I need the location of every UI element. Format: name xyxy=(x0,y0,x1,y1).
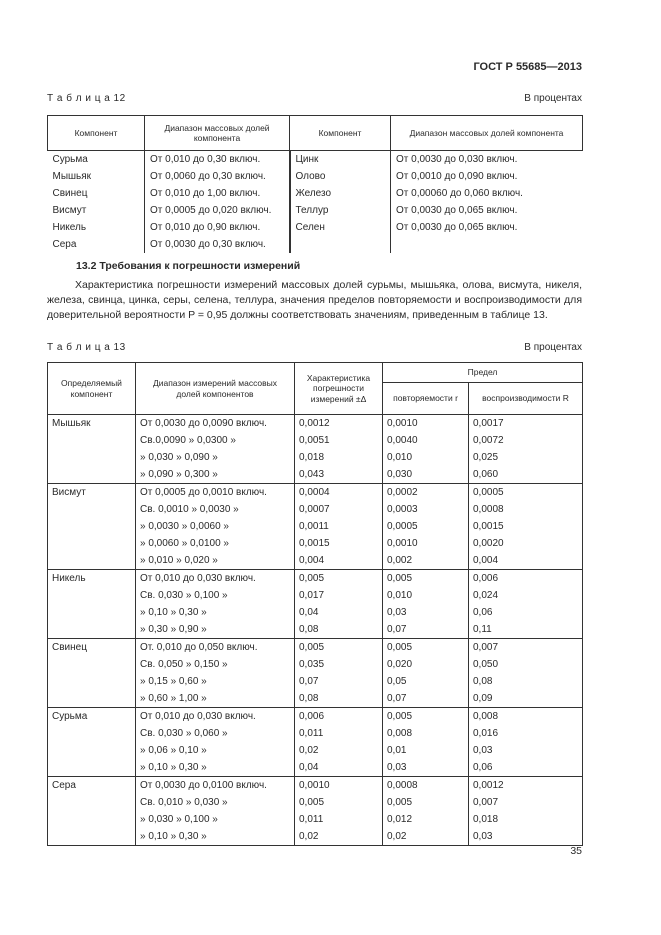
table13-repeatability: 0,05 xyxy=(383,673,469,690)
table13-reproducibility: 0,06 xyxy=(469,759,583,777)
table13-range: От 0,0030 до 0,0090 включ. xyxy=(136,415,295,433)
table13-reproducibility: 0,08 xyxy=(469,673,583,690)
table13-reproducibility: 0,025 xyxy=(469,449,583,466)
table12-component-2: Олово xyxy=(290,168,391,185)
table13-repeatability: 0,005 xyxy=(383,708,469,726)
table-row xyxy=(48,151,583,169)
table13-caption: Т а б л и ц а 13 xyxy=(47,342,126,353)
table13-range: » 0,030 » 0,090 » xyxy=(140,452,218,463)
table12-component: Сера xyxy=(52,239,77,250)
table-row xyxy=(48,236,583,253)
table-row xyxy=(48,202,583,219)
table12-range-2: От 0,0010 до 0,090 включ. xyxy=(391,168,583,185)
section-paragraph xyxy=(47,278,582,323)
table13-repeatability: 0,010 xyxy=(383,587,469,604)
table13-component: Сера xyxy=(48,777,136,846)
table13-repeatability: 0,0005 xyxy=(383,518,469,535)
table13-reproducibility: 0,004 xyxy=(469,552,583,570)
table13-range: » 0,30 » 0,90 » xyxy=(140,624,207,635)
table13-error: 0,011 xyxy=(295,811,383,828)
table13-error: 0,0011 xyxy=(295,518,383,535)
section-title: 13.2 Требования к погрешности измерений xyxy=(76,260,301,272)
table13-reproducibility: 0,09 xyxy=(469,690,583,708)
table13-error: 0,005 xyxy=(295,639,383,657)
table12-range-2: От 0,00060 до 0,060 включ. xyxy=(391,185,583,202)
table12-component-2: Теллур xyxy=(290,202,391,219)
table13-error: 0,02 xyxy=(295,742,383,759)
table13-error: 0,04 xyxy=(295,759,383,777)
table13-error: 0,011 xyxy=(295,725,383,742)
table13-range: От. 0,010 до 0,050 включ. xyxy=(136,639,295,657)
table13-repeatability: 0,020 xyxy=(383,656,469,673)
table13-error: 0,004 xyxy=(295,552,383,570)
table13-range: Св. 0,010 » 0,030 » xyxy=(140,797,228,808)
table13-range: » 0,60 » 1,00 » xyxy=(140,693,207,704)
table12-caption: Т а б л и ц а 12 xyxy=(47,93,126,104)
table13-range: Св.0,0090 » 0,0300 » xyxy=(140,435,236,446)
table13-error: 0,035 xyxy=(295,656,383,673)
table13-repeatability: 0,002 xyxy=(383,552,469,570)
table13-reproducibility: 0,06 xyxy=(469,604,583,621)
table13-range: » 0,030 » 0,100 » xyxy=(140,814,218,825)
table12-component: Мышьяк xyxy=(52,171,92,182)
table-row xyxy=(48,219,583,236)
table13-reproducibility: 0,024 xyxy=(469,587,583,604)
table13-range: » 0,0060 » 0,0100 » xyxy=(140,538,229,549)
table13-repeatability: 0,02 xyxy=(383,828,469,846)
table13-header-error xyxy=(295,363,383,415)
document-standard-number: ГОСТ Р 55685—2013 xyxy=(473,61,582,73)
table-row xyxy=(48,708,583,726)
table13-header-limit: Предел xyxy=(383,363,583,383)
table13-reproducibility: 0,006 xyxy=(469,570,583,588)
table13-error: 0,02 xyxy=(295,828,383,846)
table13-reproducibility: 0,0005 xyxy=(469,484,583,502)
table13-repeatability: 0,01 xyxy=(383,742,469,759)
table-row xyxy=(48,415,583,433)
table13-header-range: Диапазон измерений массовых долей компонентов xyxy=(136,363,295,415)
table13-error: 0,043 xyxy=(295,466,383,484)
table13-reproducibility: 0,0020 xyxy=(469,535,583,552)
table-13 xyxy=(47,362,583,846)
table13-repeatability: 0,0010 xyxy=(383,535,469,552)
table13-range: От 0,010 до 0,030 включ. xyxy=(136,570,295,588)
section-paragraph-text: Характеристика погрешности измерений массовых долей сурьмы, мышьяка, олова, висмута, никеля, железа, свинца, цинка, серы, селена, теллура, значения пределов повторяемости и воспроизводимости для доверительной вероятности P = 0,95 должны соответствовать значениям, приведенным в таблице 13. xyxy=(47,279,582,321)
table13-error: 0,005 xyxy=(295,794,383,811)
page-number: 35 xyxy=(570,845,582,857)
table13-range: » 0,06 » 0,10 » xyxy=(140,745,207,756)
table13-error: 0,0012 xyxy=(295,415,383,433)
table12-header-component-2: Компонент xyxy=(290,116,391,151)
table12-component: Свинец xyxy=(52,188,88,199)
table13-header-component: Определяемый компонент xyxy=(48,363,136,415)
table13-repeatability: 0,005 xyxy=(383,639,469,657)
table13-error: 0,0004 xyxy=(295,484,383,502)
table12-range: От 0,0005 до 0,020 включ. xyxy=(145,202,290,219)
table13-repeatability: 0,03 xyxy=(383,604,469,621)
table13-header-repeatability: повторяемости r xyxy=(383,383,469,415)
table13-range: » 0,090 » 0,300 » xyxy=(140,469,218,480)
table13-reproducibility: 0,03 xyxy=(469,828,583,846)
table12-header-component: Компонент xyxy=(48,116,145,151)
table-row xyxy=(48,185,583,202)
table13-repeatability: 0,030 xyxy=(383,466,469,484)
table13-reproducibility: 0,016 xyxy=(469,725,583,742)
table13-reproducibility: 0,018 xyxy=(469,811,583,828)
table-row xyxy=(48,168,583,185)
table13-error: 0,005 xyxy=(295,570,383,588)
table13-reproducibility: 0,0012 xyxy=(469,777,583,795)
table13-header-error-text: Характеристика погрешности измерений ±Δ xyxy=(306,372,371,404)
table13-range: » 0,0030 » 0,0060 » xyxy=(140,521,229,532)
table13-repeatability: 0,07 xyxy=(383,690,469,708)
table12-range-2 xyxy=(391,236,583,253)
table13-reproducibility: 0,03 xyxy=(469,742,583,759)
table12-range-2: От 0,0030 до 0,030 включ. xyxy=(391,151,583,169)
table12-component-2 xyxy=(290,236,391,253)
table13-repeatability: 0,03 xyxy=(383,759,469,777)
table13-reproducibility: 0,050 xyxy=(469,656,583,673)
table13-range: » 0,010 » 0,020 » xyxy=(140,555,218,566)
table13-repeatability: 0,010 xyxy=(383,449,469,466)
table13-error: 0,07 xyxy=(295,673,383,690)
table13-repeatability: 0,0003 xyxy=(383,501,469,518)
table13-error: 0,017 xyxy=(295,587,383,604)
table12-component-2: Железо xyxy=(290,185,391,202)
table13-reproducibility: 0,11 xyxy=(469,621,583,639)
table12-component-2: Селен xyxy=(290,219,391,236)
table-row xyxy=(48,639,583,657)
table-row xyxy=(48,484,583,502)
table13-reproducibility: 0,008 xyxy=(469,708,583,726)
table13-repeatability: 0,0002 xyxy=(383,484,469,502)
table13-range: От 0,010 до 0,030 включ. xyxy=(136,708,295,726)
table13-component: Мышьяк xyxy=(48,415,136,484)
table13-reproducibility: 0,007 xyxy=(469,639,583,657)
table-row xyxy=(48,570,583,588)
table13-reproducibility: 0,060 xyxy=(469,466,583,484)
table13-range: Св. 0,0010 » 0,0030 » xyxy=(140,504,239,515)
table12-header-range-2: Диапазон массовых долей компонента xyxy=(391,116,583,151)
table13-component: Сурьма xyxy=(48,708,136,777)
table13-repeatability: 0,0040 xyxy=(383,432,469,449)
table13-component: Свинец xyxy=(48,639,136,708)
table12-range-2: От 0,0030 до 0,065 включ. xyxy=(391,219,583,236)
table12-range: От 0,010 до 0,30 включ. xyxy=(145,151,290,169)
table13-reproducibility: 0,007 xyxy=(469,794,583,811)
table13-range: От 0,0030 до 0,0100 включ. xyxy=(136,777,295,795)
table13-component: Висмут xyxy=(48,484,136,570)
table13-error: 0,04 xyxy=(295,604,383,621)
table13-repeatability: 0,0010 xyxy=(383,415,469,433)
table12-header-range: Диапазон массовых долей компонента xyxy=(145,116,290,151)
table13-range: » 0,10 » 0,30 » xyxy=(140,607,207,618)
table12-range: От 0,010 до 0,90 включ. xyxy=(145,219,290,236)
table13-range: » 0,10 » 0,30 » xyxy=(140,831,207,842)
table13-error: 0,0010 xyxy=(295,777,383,795)
table13-error: 0,08 xyxy=(295,621,383,639)
table13-component: Никель xyxy=(48,570,136,639)
table12-component: Никель xyxy=(52,222,87,233)
table13-reproducibility: 0,0008 xyxy=(469,501,583,518)
table13-repeatability: 0,012 xyxy=(383,811,469,828)
table13-range: » 0,15 » 0,60 » xyxy=(140,676,207,687)
table13-error: 0,0051 xyxy=(295,432,383,449)
table-row xyxy=(48,777,583,795)
table13-reproducibility: 0,0017 xyxy=(469,415,583,433)
table12-component-2: Цинк xyxy=(290,151,391,169)
table13-range: Св. 0,030 » 0,100 » xyxy=(140,590,228,601)
table12-units: В процентах xyxy=(524,93,582,104)
table13-range: От 0,0005 до 0,0010 включ. xyxy=(136,484,295,502)
table13-reproducibility: 0,0015 xyxy=(469,518,583,535)
table13-repeatability: 0,005 xyxy=(383,794,469,811)
table13-units: В процентах xyxy=(524,342,582,353)
table12-range: От 0,010 до 1,00 включ. xyxy=(145,185,290,202)
table13-repeatability: 0,0008 xyxy=(383,777,469,795)
table13-error: 0,08 xyxy=(295,690,383,708)
table13-range: Св. 0,030 » 0,060 » xyxy=(140,728,228,739)
table13-range: Св. 0,050 » 0,150 » xyxy=(140,659,228,670)
table13-repeatability: 0,008 xyxy=(383,725,469,742)
table12-range: От 0,0060 до 0,30 включ. xyxy=(145,168,290,185)
table13-error: 0,0007 xyxy=(295,501,383,518)
table12-component: Сурьма xyxy=(52,154,88,165)
table13-repeatability: 0,005 xyxy=(383,570,469,588)
table12-component: Висмут xyxy=(52,205,87,216)
table13-header-reproducibility: воспроизводимости R xyxy=(469,383,583,415)
table13-error: 0,018 xyxy=(295,449,383,466)
table13-repeatability: 0,07 xyxy=(383,621,469,639)
table13-error: 0,006 xyxy=(295,708,383,726)
table13-error: 0,0015 xyxy=(295,535,383,552)
table13-range: » 0,10 » 0,30 » xyxy=(140,762,207,773)
table13-reproducibility: 0,0072 xyxy=(469,432,583,449)
table12-range-2: От 0,0030 до 0,065 включ. xyxy=(391,202,583,219)
table12-range: От 0,0030 до 0,30 включ. xyxy=(145,236,290,253)
table-12 xyxy=(47,115,583,253)
